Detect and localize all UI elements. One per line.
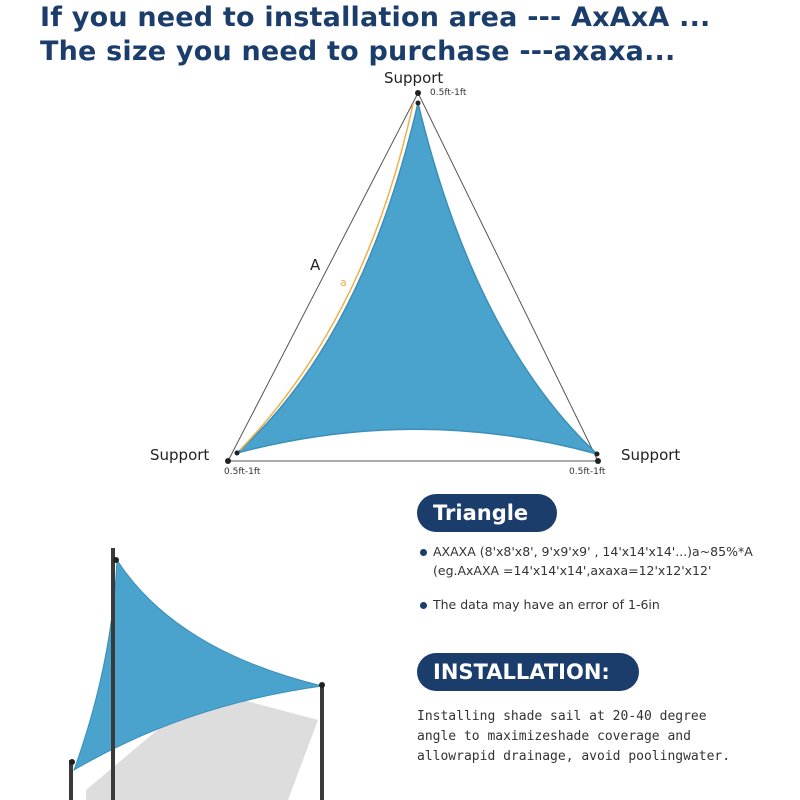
triangle-title: Triangle [433, 501, 529, 525]
pole-left-front [111, 548, 115, 800]
triangle-bullet-1-line-2: (eg.AxAXA =14'x14'x14',axaxa=12'x12'x12' [433, 563, 712, 578]
bullet-dot-1 [420, 549, 427, 556]
side-label-small-a: a [340, 276, 347, 289]
pole-left-cap [113, 557, 119, 563]
support-point-right [595, 458, 601, 464]
sail-corner-right [595, 452, 600, 457]
bullet-dot-2 [420, 602, 427, 609]
sail-corner-left [235, 451, 240, 456]
triangle-bullet-1-line-1: AXAXA (8'x8'x8', 9'x9'x9' , 14'x14'x14'...)a~85%*A [433, 544, 753, 559]
triangle-sail-shape [237, 103, 597, 454]
headline-line-2: The size you need to purchase ---axaxa... [40, 36, 676, 67]
offset-label-right: 0.5ft-1ft [569, 467, 606, 477]
side-label-big-a: A [310, 256, 321, 274]
support-label-top: Support [384, 69, 444, 87]
installation-title-badge [417, 653, 639, 691]
pole-front-cap [69, 759, 75, 765]
support-label-right: Support [621, 446, 681, 464]
sail-corner-top [416, 101, 421, 106]
support-label-left: Support [150, 446, 210, 464]
triangle-bullet-1 [433, 542, 753, 580]
triangle-bullet-2: The data may have an error of 1-6in [433, 597, 660, 612]
pole-right [320, 684, 324, 800]
installation-text: Installing shade sail at 20-40 degree angle to maximizeshade coverage and allowrapid drainage, avoid poolingwater. [417, 709, 731, 764]
support-point-left [225, 458, 231, 464]
offset-label-top: 0.5ft-1ft [430, 88, 467, 98]
pole-front [69, 760, 73, 800]
triangle-title-badge [417, 494, 557, 532]
installation-title: INSTALLATION: [433, 660, 610, 684]
support-point-top [415, 90, 421, 96]
offset-label-left: 0.5ft-1ft [224, 467, 261, 477]
pole-right-cap [319, 682, 325, 688]
headline-line-1: If you need to installation area --- AxAxA ... [40, 2, 711, 33]
